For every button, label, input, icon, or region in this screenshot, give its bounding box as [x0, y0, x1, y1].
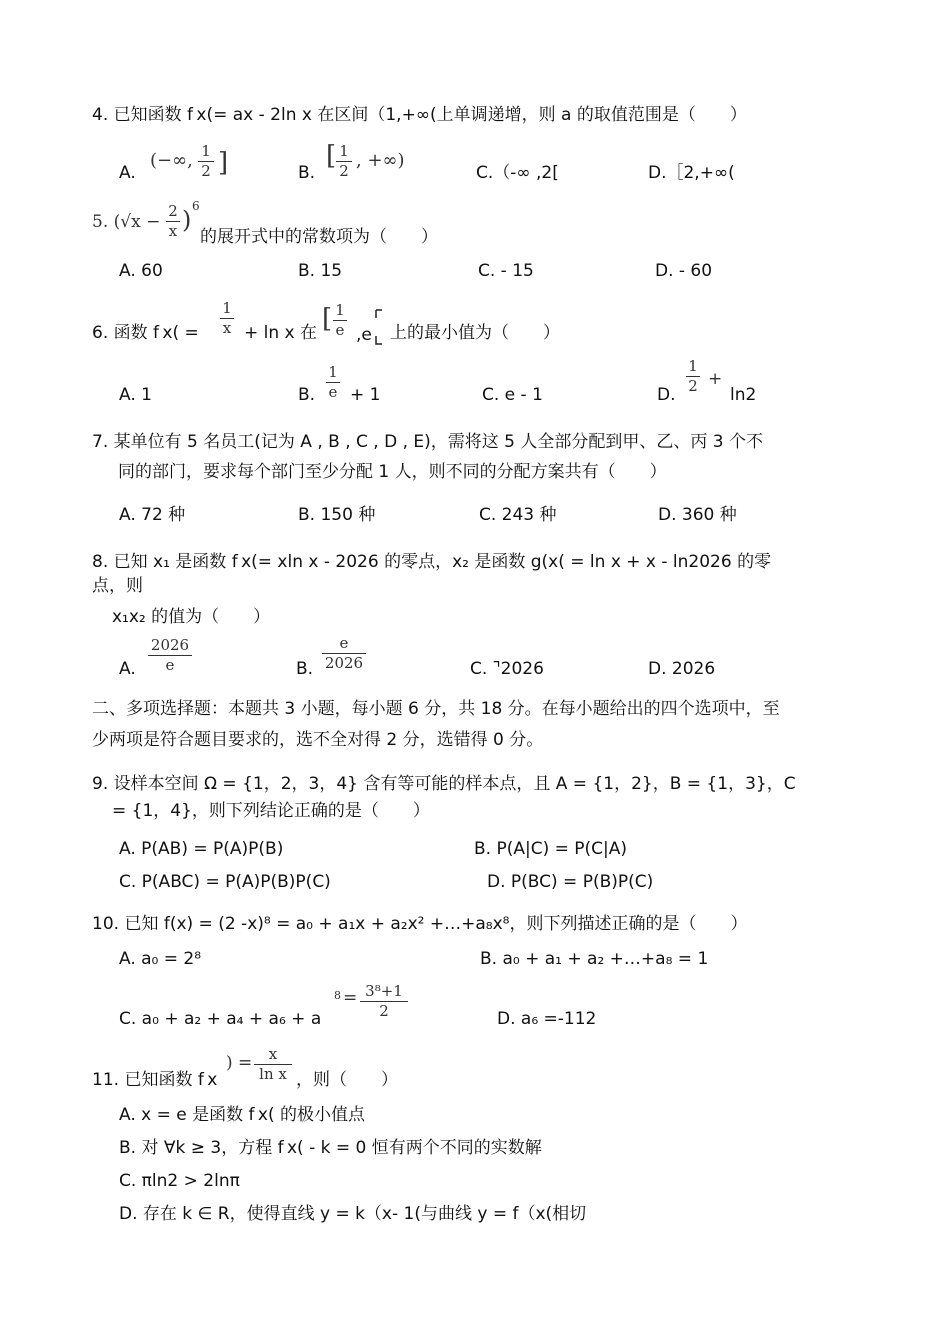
q11-prefix: 11. 已知函数 f x	[92, 1070, 218, 1090]
q6-option-a: A. 1	[119, 385, 152, 405]
q5-numerator: 2	[168, 202, 178, 220]
q6-interval-open: [	[322, 304, 333, 334]
q6-option-d-label: D.	[657, 385, 676, 405]
q5-option-a: A. 60	[119, 261, 163, 281]
q7-option-b: B. 150 种	[298, 505, 376, 525]
q11-equals: ) =	[226, 1053, 253, 1073]
q6-option-d-rest: ln2	[730, 385, 757, 405]
q9-option-b: B. P(A|C) = P(C|A)	[474, 839, 628, 859]
q11-post: ，则（ ）	[296, 1070, 398, 1090]
q5-close: )	[182, 206, 192, 234]
q6-b-numerator: 1	[328, 363, 338, 381]
q9-option-d: D. P(BC) = P(B)P(C)	[487, 872, 654, 892]
q7-line-1: 7. 某单位有 5 名员工(记为 A , B , C , D , E)，需将这 5 人全部分配到甲、乙、丙 3 个不	[92, 432, 764, 452]
q6-option-b-label: B.	[298, 385, 316, 405]
q7-option-d: D. 360 种	[658, 505, 737, 525]
q4-b-denominator: 2	[339, 162, 349, 180]
q11-option-a: A. x = e 是函数 f x( 的极小值点	[119, 1105, 365, 1125]
q6-numerator: 1	[222, 299, 232, 317]
q10-option-c: C. a₀ + a₂ + a₄ + a₆ + a	[119, 1009, 322, 1029]
q9-option-c: C. P(ABC) = P(A)P(B)P(C)	[119, 872, 331, 892]
q8-option-d: D. 2026	[648, 659, 716, 679]
q10-stem: 10. 已知 f(x) = (2 -x)⁸ = a₀ + a₁x + a₂x² +…+a₈x⁸，则下列描述正确的是（ ）	[92, 914, 748, 934]
q8-line-2: 点，则	[92, 576, 143, 596]
q4-a-denominator: 2	[201, 162, 211, 180]
q6-d-numerator: 1	[688, 357, 698, 375]
q6-b-denominator: e	[328, 383, 338, 401]
q5-option-d: D. - 60	[655, 261, 713, 281]
q4-option-a-close: ]	[218, 148, 229, 178]
q5-exponent: 6	[192, 199, 200, 213]
q6-post: 上的最小值为（ ）	[390, 323, 560, 343]
q4-option-b-label: B.	[298, 163, 316, 183]
q8-a-numerator: 2026	[150, 636, 190, 654]
q10-option-c-equals: =	[343, 988, 358, 1008]
q8-option-a-fraction	[148, 637, 192, 674]
q6-option-c: C. e - 1	[482, 385, 543, 405]
section-2-line-2: 少两项是符合题目要求的，选不全对得 2 分，选错得 0 分。	[92, 730, 544, 750]
q5-option-c: C. - 15	[478, 261, 534, 281]
q6-option-d-fraction	[686, 358, 700, 395]
q4-b-numerator: 1	[339, 142, 349, 160]
q8-line-3: x₁x₂ 的值为（ ）	[112, 607, 271, 627]
q4-option-b-open: [	[326, 141, 337, 171]
q8-option-c: C. ⌝2026	[470, 659, 544, 679]
q9-option-a: A. P(AB) = P(A)P(B)	[119, 839, 284, 859]
q10-option-b: B. a₀ + a₁ + a₂ +…+a₈ = 1	[480, 949, 709, 969]
q9-line-1: 9. 设样本空间 Ω = {1，2，3，4} 含有等可能的样本点，且 A = {1，2}，B = {1，3}，C	[92, 774, 796, 794]
q11-numerator: x	[268, 1045, 278, 1063]
q6-interval-close-bracket	[374, 308, 386, 346]
q11-denominator: ln x	[259, 1065, 287, 1083]
q8-a-denominator: e	[165, 656, 175, 674]
q10-option-d: D. a₆ =-112	[497, 1009, 597, 1029]
q6-option-b-fraction	[326, 364, 340, 401]
q5-math: 5. (√x −	[92, 212, 161, 232]
q4-stem: 4. 已知函数 f x(= ax - 2ln x 在区间（1,+∞(上单调递增，则 a 的取值范围是（ ）	[92, 105, 747, 125]
q9-line-2: = {1，4}，则下列结论正确的是（ ）	[112, 801, 430, 821]
q7-option-c: C. 243 种	[479, 505, 557, 525]
q6-prefix: 6. 函数 f x( =	[92, 323, 199, 343]
q8-option-b-label: B.	[296, 659, 314, 679]
q8-option-a-label: A.	[119, 659, 136, 679]
q8-b-numerator: e	[339, 634, 349, 652]
q11-fraction	[254, 1046, 292, 1083]
q4-option-a-math: (−∞,	[150, 150, 193, 171]
q7-line-2: 同的部门，要求每个部门至少分配 1 人，则不同的分配方案共有（ ）	[118, 462, 667, 482]
section-2-line-1: 二、多项选择题：本题共 3 小题，每小题 6 分，共 18 分。在每小题给出的四个选项中，至	[92, 699, 780, 719]
q4-option-c: C.（-∞ ,2[	[476, 163, 559, 183]
q7-option-a: A. 72 种	[119, 505, 186, 525]
q10-option-a: A. a₀ = 2⁸	[119, 949, 202, 969]
q11-option-c: C. πln2 > 2lnπ	[119, 1171, 240, 1191]
q10-option-c-subscript: 8	[334, 989, 341, 1002]
q8-line-1: 8. 已知 x₁ 是函数 f x(= xln x - 2026 的零点，x₂ 是函数 g(x( = ln x + x - ln2026 的零	[92, 552, 772, 572]
q10-option-c-fraction	[360, 983, 408, 1020]
q6-fraction	[220, 300, 234, 337]
q8-b-denominator: 2026	[324, 654, 364, 672]
q5-option-b: B. 15	[298, 261, 343, 281]
q6-interval-denominator: e	[335, 321, 345, 339]
q4-option-d: D.［2,+∞(	[648, 163, 735, 183]
q10-c-denominator: 2	[379, 1002, 389, 1020]
q6-option-d-plus: +	[708, 369, 723, 389]
q5-fraction	[166, 203, 180, 240]
q6-interval-numerator: 1	[335, 301, 345, 319]
q11-option-d: D. 存在 k ∈ R，使得直线 y = k（x- 1(与曲线 y = f（x(相切	[119, 1204, 587, 1224]
q6-middle: + ln x 在	[244, 323, 318, 343]
q11-option-b: B. 对 ∀k ≥ 3，方程 f x( - k = 0 恒有两个不同的实数解	[119, 1138, 542, 1158]
q6-denominator: x	[222, 319, 232, 337]
q4-option-a-label: A.	[119, 163, 136, 183]
q4-option-a-fraction	[198, 143, 214, 180]
q4-option-b-math: , +∞)	[356, 150, 405, 171]
q6-interval-fraction	[333, 302, 347, 339]
q4-option-b-fraction	[336, 143, 352, 180]
q4-a-numerator: 1	[201, 142, 211, 160]
q6-d-denominator: 2	[688, 377, 698, 395]
q6-interval-rest: ,e	[356, 325, 372, 345]
q5-denominator: x	[168, 222, 178, 240]
q5-stem: 的展开式中的常数项为（ ）	[200, 227, 438, 247]
q8-option-b-fraction	[322, 635, 366, 672]
q10-c-numerator: 3⁸+1	[365, 982, 403, 1000]
q6-option-b-rest: + 1	[350, 385, 381, 405]
